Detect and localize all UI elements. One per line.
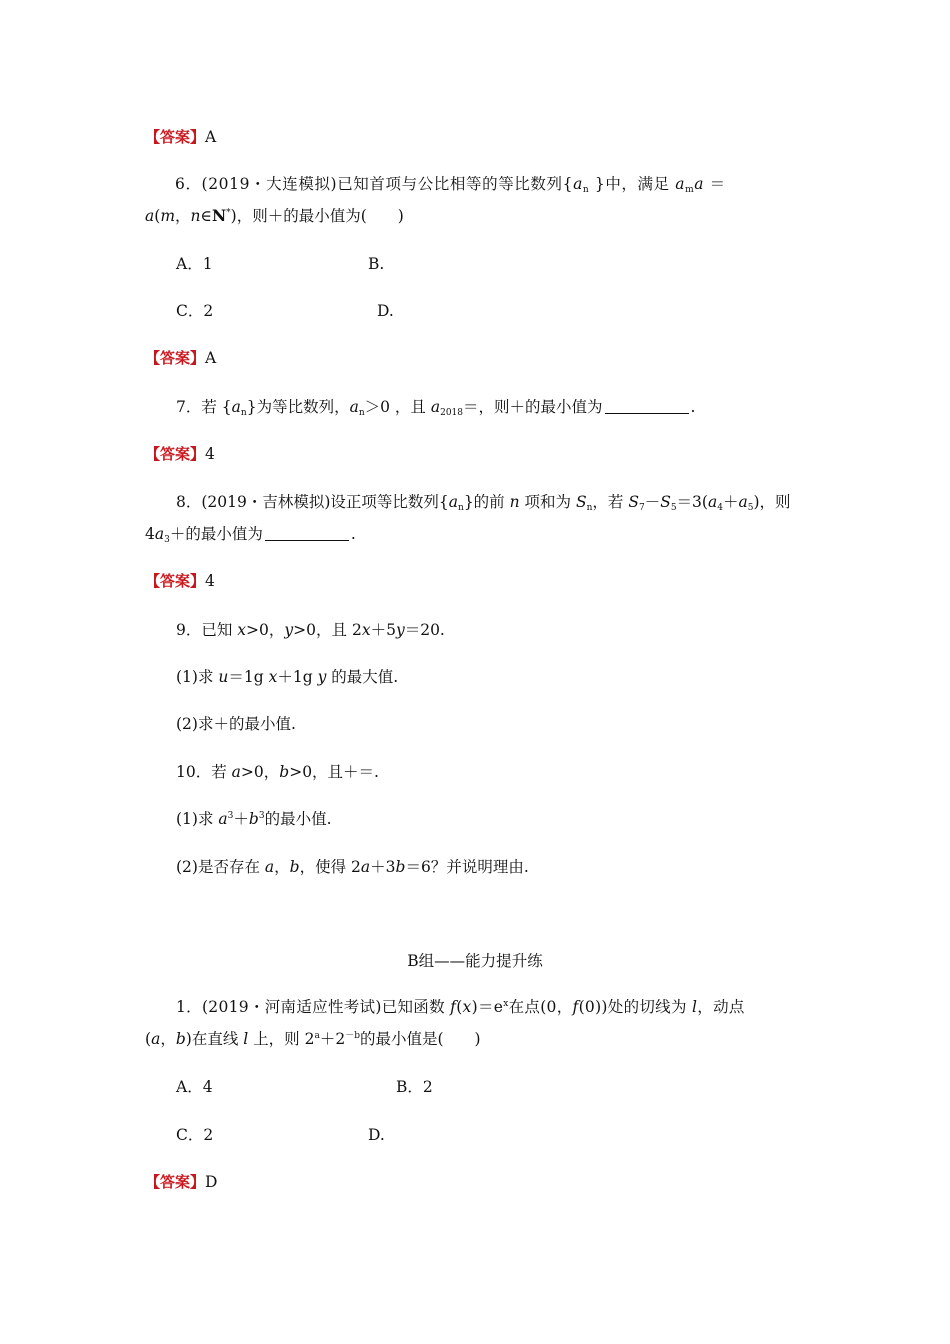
b1-text: ＋2	[319, 1030, 346, 1048]
q8-text: 4	[145, 525, 155, 543]
q8-text: )，则	[753, 493, 791, 511]
var-n: n	[509, 493, 520, 511]
var-a: a	[430, 398, 441, 416]
var-a: a	[448, 493, 459, 511]
answer-value: 4	[205, 572, 215, 590]
q9-text: 的最大值.	[326, 668, 399, 686]
q8-text: }的前	[463, 493, 510, 511]
var-x: x	[268, 668, 278, 686]
subscript: 5	[747, 503, 754, 513]
q9-text: ＝1g	[228, 668, 269, 686]
var-a: a	[264, 858, 275, 876]
var-x: x	[361, 621, 371, 639]
subscript: 5	[670, 503, 677, 513]
q10-text: >0，且＋＝.	[289, 763, 379, 781]
q8-text: ，若	[592, 493, 629, 511]
b1-text: ，动点	[697, 998, 745, 1016]
b1-text: (	[145, 1030, 152, 1048]
set-N: N	[212, 206, 227, 225]
var-f: f	[450, 998, 457, 1016]
answer-label: 【答案】	[145, 445, 206, 463]
question-8-line-1	[176, 492, 791, 512]
answer-blank	[605, 399, 689, 414]
question-10-part-1	[176, 809, 332, 829]
var-u: u	[218, 668, 229, 686]
question-6-line-2	[145, 206, 404, 226]
var-S: S	[660, 493, 671, 511]
superscript: 3	[258, 811, 265, 821]
subscript: n	[240, 408, 247, 418]
q6-text: ，	[175, 207, 191, 225]
option-a: A．1	[176, 255, 213, 273]
q8-text: －	[644, 493, 661, 511]
q7-text: .	[690, 398, 696, 416]
b1-text: (	[456, 998, 463, 1016]
q10-text: (2)是否存在	[176, 858, 265, 876]
question-9-part-2: (2)求＋的最小值.	[176, 715, 296, 733]
q6-text: ∈	[200, 207, 212, 225]
option-b: B.	[368, 255, 385, 273]
answer-line	[145, 444, 215, 464]
answer-value: A	[205, 128, 217, 146]
q7-text: 7．若 {	[176, 398, 232, 416]
b1-text: 的最小值是( )	[359, 1030, 481, 1048]
var-b: b	[289, 858, 300, 876]
var-a: a	[231, 398, 241, 416]
answer-line	[145, 571, 215, 591]
var-b: b	[248, 810, 259, 828]
var-b: b	[175, 1030, 186, 1048]
subscript: n	[458, 503, 464, 513]
var-y: y	[284, 621, 294, 639]
q6-text: (	[154, 207, 161, 225]
superscript: 3	[227, 811, 234, 821]
q6-text: }中，满足	[589, 175, 676, 193]
b1-text: (0))处的切线为	[578, 998, 693, 1016]
q8-text: ＝3(	[676, 493, 708, 511]
subscript: 4	[717, 503, 723, 513]
superscript: x	[503, 999, 509, 1009]
answer-blank	[265, 526, 349, 541]
b1-text: 在点(0，	[508, 998, 573, 1016]
subscript: 7	[638, 503, 645, 513]
question-9	[176, 620, 445, 640]
q10-text: ，使得 2	[299, 858, 361, 876]
question-7	[176, 397, 695, 417]
answer-label: 【答案】	[145, 572, 206, 590]
var-b: b	[279, 763, 290, 781]
subscript: n	[586, 503, 593, 513]
q7-text: ＝，则＋的最小值为	[463, 398, 603, 416]
q8-text: 8．(2019・吉林模拟)设正项等比数列{	[176, 493, 449, 511]
subscript: 2018	[440, 408, 463, 418]
answer-value: 4	[205, 445, 215, 463]
question-9-part-1	[176, 667, 398, 687]
answer-label: 【答案】	[145, 1173, 206, 1191]
q8-text: .	[350, 525, 356, 543]
q10-text: 10．若	[176, 763, 232, 781]
var-b: b	[395, 858, 406, 876]
var-l: l	[692, 998, 698, 1016]
q10-text: >0，	[240, 763, 280, 781]
q6-text: ＝	[704, 175, 726, 193]
var-l: l	[243, 1030, 249, 1048]
b1-text: )在直线	[185, 1030, 244, 1048]
var-a: a	[738, 493, 748, 511]
var-a: a	[218, 810, 228, 828]
answer-label: 【答案】	[145, 349, 206, 367]
subscript: m	[685, 185, 695, 195]
question-8-line-2	[145, 524, 356, 544]
subscript: n	[358, 408, 365, 418]
superscript: －b	[345, 1031, 360, 1041]
superscript: *	[226, 208, 231, 218]
section-heading: B组——能力提升练	[407, 952, 543, 970]
b1-text: 1．(2019・河南适应性考试)已知函数	[176, 998, 451, 1016]
question-10	[176, 762, 379, 782]
var-x: x	[237, 621, 247, 639]
var-y: y	[317, 668, 327, 686]
q9-text: ＝20.	[404, 621, 445, 639]
answer-value: A	[205, 349, 217, 367]
option-d: D.	[377, 302, 394, 320]
q10-text: 的最小值.	[264, 810, 332, 828]
subscript: n	[582, 185, 590, 195]
q7-text: }为等比数列，	[246, 398, 350, 416]
var-m: m	[160, 207, 176, 225]
question-10-part-2	[176, 857, 529, 877]
var-f: f	[572, 998, 579, 1016]
option-c: C．2	[176, 302, 214, 320]
answer-line	[145, 1172, 217, 1192]
q9-text: (1)求	[176, 668, 219, 686]
answer-line	[145, 127, 216, 147]
q7-text: ＞0 ，且	[364, 398, 431, 416]
q8-text: ＋的最小值为	[169, 525, 263, 543]
q9-text: >0，	[246, 621, 285, 639]
b-question-1-line-2	[145, 1029, 481, 1049]
q9-text: ＋5	[370, 621, 396, 639]
answer-value: D	[205, 1173, 218, 1191]
var-a: a	[573, 175, 583, 193]
var-a: a	[360, 858, 371, 876]
var-a: a	[231, 763, 241, 781]
option-b: B．2	[396, 1078, 433, 1096]
var-a: a	[675, 175, 686, 193]
subscript: 3	[164, 535, 170, 545]
option-d: D.	[368, 1126, 385, 1144]
q8-text: 项和为	[519, 493, 576, 511]
var-a: a	[151, 1030, 161, 1048]
var-n: n	[190, 207, 201, 225]
q10-text: ＝6？并说明理由.	[405, 858, 529, 876]
option-c: C．2	[176, 1126, 214, 1144]
b1-text: ，	[160, 1030, 176, 1048]
q10-text: ＋3	[370, 858, 396, 876]
var-a: a	[694, 175, 705, 193]
q6-text: 6．(2019・大连模拟)已知首项与公比相等的等比数列{	[175, 175, 574, 193]
q9-text: >0，且 2	[293, 621, 362, 639]
answer-line	[145, 348, 216, 368]
q9-text: 9．已知	[176, 621, 238, 639]
var-a: a	[349, 398, 359, 416]
var-x: x	[462, 998, 472, 1016]
superscript: a	[314, 1031, 320, 1041]
var-a: a	[707, 493, 718, 511]
question-6-line-1	[175, 174, 726, 194]
var-S: S	[628, 493, 639, 511]
q6-text: )，则＋的最小值为( )	[230, 207, 404, 225]
answer-label: 【答案】	[145, 128, 206, 146]
q10-text: ＋	[233, 810, 249, 828]
b1-text: 上，则 2	[248, 1030, 315, 1048]
var-a: a	[154, 525, 165, 543]
var-S: S	[575, 493, 587, 511]
b-question-1-line-1	[176, 997, 745, 1017]
q10-text: ，	[274, 858, 290, 876]
var-a: a	[145, 207, 155, 225]
option-a: A．4	[176, 1078, 213, 1096]
q8-text: ＋	[722, 493, 739, 511]
q10-text: (1)求	[176, 810, 219, 828]
var-y: y	[395, 621, 405, 639]
b1-text: )＝e	[471, 998, 504, 1016]
q9-text: ＋1g	[277, 668, 318, 686]
